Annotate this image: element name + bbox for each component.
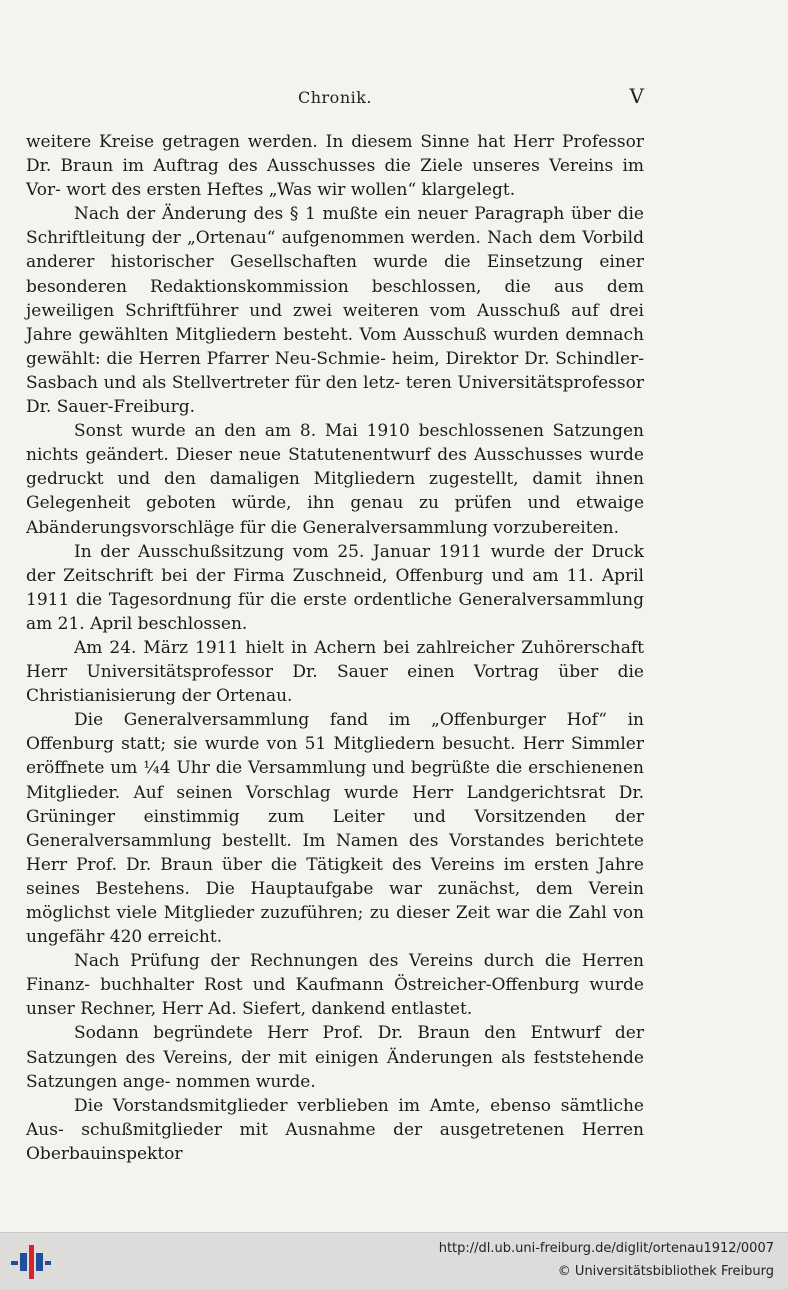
paragraph: Die Vorstandsmitglieder verblieben im Amte, ebenso sämtliche Aus- schußmitglieder mit Ausnahme der ausgetretenen Herren Oberbauinspektor bbox=[26, 1095, 644, 1164]
ub-freiburg-logo-icon[interactable] bbox=[10, 1241, 52, 1283]
paragraph: Am 24. März 1911 hielt in Achern bei zahlreicher Zuhörerschaft Herr Universitätsprofessor Dr. Sauer einen Vortrag über die Christianisierung der Ortenau. bbox=[26, 637, 644, 707]
running-head: Chronik. bbox=[297, 88, 373, 107]
page-header bbox=[26, 84, 644, 112]
source-url-link[interactable]: http://dl.ub.uni-freiburg.de/diglit/ortenau1912/0007 bbox=[438, 1241, 774, 1256]
copyright-notice: © Universitätsbibliothek Freiburg bbox=[557, 1264, 774, 1279]
paragraph: Die Generalversammlung fand im „Offenburger Hof“ in Offenburg statt; sie wurde von 51 Mitgliedern besucht. Herr Simmler eröffnete um ¼4 Uhr die Versammlung und begrüßte die erschienenen Mitglieder. Auf seinen Vorschlag wurde Herr Landgerichtsrat Dr. Grüninger einstimmig zum Leiter und Vorsitzenden der Generalversammlung bestellt. Im Namen des Vorstandes berichtete Herr Prof. Dr. Braun über die Tätigkeit des Vereins im ersten Jahre seines Bestehens. Die Hauptaufgabe war zunächst, dem Verein möglichst viele Mitglieder zuzuführen; zu dieser Zeit war die Zahl von ungefähr 420 erreicht. bbox=[26, 710, 644, 948]
paragraph: Nach Prüfung der Rechnungen des Vereins durch die Herren Finanz- buchhalter Rost und Kaufmann Östreicher-Offenburg wurde unser Rechner, Herr Ad. Siefert, dankend entlastet. bbox=[26, 951, 644, 1020]
page-number: V bbox=[629, 84, 644, 108]
paragraph: weitere Kreise getragen werden. In diesem Sinne hat Herr Professor Dr. Braun im Auftrag des Ausschusses die Ziele unseres Vereins im Vor- wort des ersten Heftes „Was wir wollen“ klargelegt. bbox=[26, 132, 644, 201]
paragraph: Nach der Änderung des § 1 mußte ein neuer Paragraph über die Schriftleitung der „Ortenau“ aufgenommen werden. Nach dem Vorbild anderer historischer Gesellschaften wurde die Einsetzung einer besonderen Redaktionskommission beschlossen, die aus dem jeweiligen Schriftführer und zwei weiteren vom Ausschuß auf drei Jahre gewählten Mitgliedern besteht. Vom Ausschuß wurden demnach gewählt: die Herren Pfarrer Neu-Schmie- heim, Direktor Dr. Schindler-Sasbach und als Stellvertreter für den letz- teren Universitätsprofessor Dr. Sauer-Freiburg. bbox=[26, 204, 644, 418]
body-text bbox=[26, 130, 644, 1166]
footer-bar bbox=[0, 1232, 788, 1289]
paragraph: In der Ausschußsitzung vom 25. Januar 1911 wurde der Druck der Zeitschrift bei der Firma Zuschneid, Offenburg und am 11. April 1911 die Tagesordnung für die erste ordentliche Generalversammlung am 21. April beschlossen. bbox=[26, 541, 644, 634]
paragraph: Sodann begründete Herr Prof. Dr. Braun den Entwurf der Satzungen des Vereins, der mit einigen Änderungen als feststehende Satzungen ange- nommen wurde. bbox=[26, 1023, 644, 1092]
paragraph: Sonst wurde an den am 8. Mai 1910 beschlossenen Satzungen nichts geändert. Dieser neue Statutenentwurf des Ausschusses wurde gedruckt und den damaligen Mitgliedern zugestellt, damit ihnen Gelegenheit geboten würde, ihn genau zu prüfen und etwaige Abänderungsvorschläge für die Generalversammlung vorzubereiten. bbox=[26, 421, 644, 538]
